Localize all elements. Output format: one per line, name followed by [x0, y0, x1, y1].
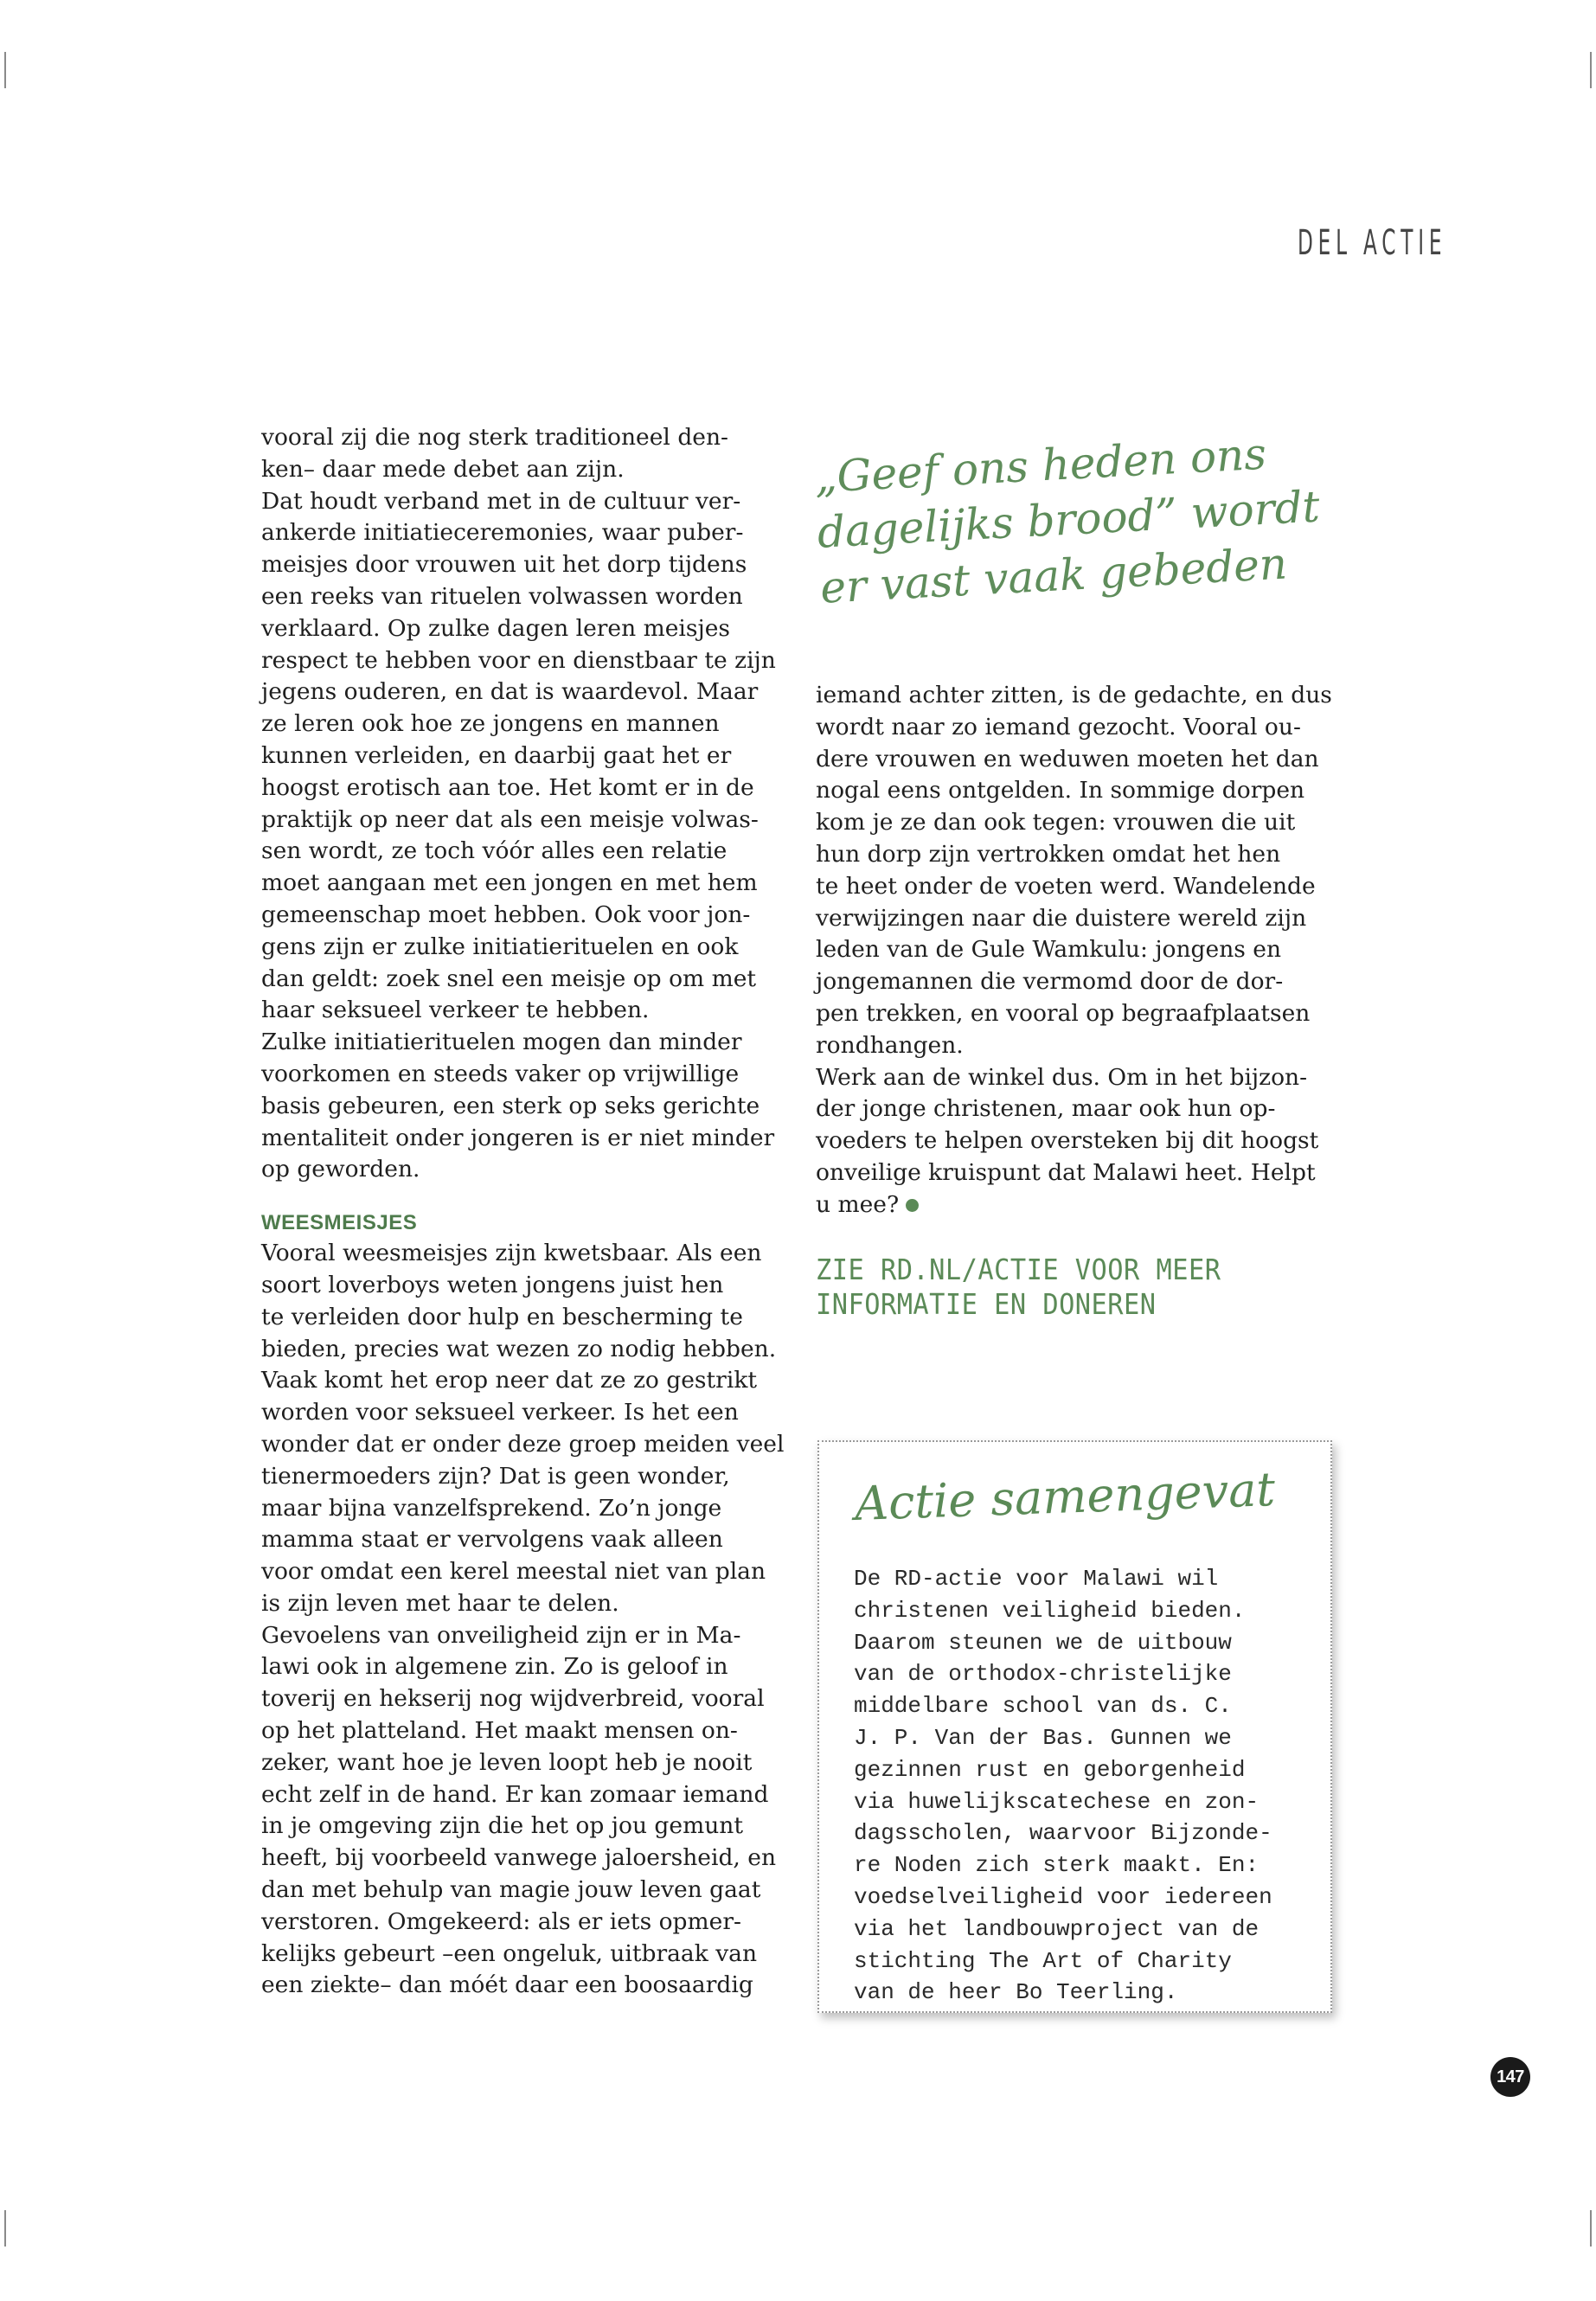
text-line: kelijks gebeurt –een ongeluk, uitbraak van: [261, 1939, 758, 1967]
text-line: J. P. Van der Bas. Gunnen we: [854, 1724, 1232, 1751]
text-line: gens zijn er zulke initiatierituelen en ook: [261, 933, 739, 960]
text-line: lawi ook in algemene zin. Zo is geloof in: [261, 1653, 728, 1681]
text-line: der jonge christenen, maar ook hun op-: [816, 1095, 1276, 1123]
text-line: dan met behulp van magie jouw leven gaat: [261, 1876, 761, 1904]
text-line: leden van de Gule Wamkulu: jongens en: [816, 936, 1282, 964]
text-line: sen wordt, ze toch vóór alles een relatie: [261, 837, 727, 865]
text-line: wordt naar zo iemand gezocht. Vooral ou-: [816, 713, 1301, 740]
text-line: van de orthodox-christelijke: [854, 1661, 1232, 1688]
subheading-weesmeisjes: WEESMEISJES: [261, 1211, 418, 1235]
text-line: voorkomen en steeds vaker op vrijwillige: [261, 1060, 740, 1087]
text-line: verstoren. Omgekeerd: als er iets opmer-: [261, 1907, 741, 1935]
text-line: ankerde initiatieceremonies, waar puber-: [261, 519, 744, 547]
text-line: respect te hebben voor en dienstbaar te zijn: [261, 646, 776, 674]
right-column: [816, 680, 1335, 1221]
text-line: Zulke initiatierituelen mogen dan minder: [261, 1029, 742, 1056]
text-line: verklaard. Op zulke dagen leren meisjes: [261, 614, 730, 642]
text-line: via huwelijkscatechese en zon-: [854, 1788, 1259, 1815]
article-end-dot-icon: [906, 1199, 919, 1212]
text-line: haar seksueel verkeer te hebben.: [261, 997, 650, 1024]
summary-box: [817, 1440, 1332, 2013]
text-line: onveilige kruispunt dat Malawi heet. Helpt: [816, 1158, 1316, 1186]
text-line: te heet onder de voeten werd. Wandelende: [816, 872, 1316, 900]
text-line: praktijk op neer dat als een meisje volwas-: [261, 805, 759, 833]
text-line: INFORMATIE EN DONEREN: [816, 1287, 1157, 1321]
left-column-paragraphs-top: [261, 422, 789, 1186]
text-line: verwijzingen naar die duistere wereld zijn: [816, 904, 1307, 932]
text-line: dere vrouwen en weduwen moeten het dan: [816, 745, 1319, 772]
text-line: dan geldt: zoek snel een meisje op om met: [261, 965, 757, 992]
right-column-last-line: [816, 1189, 1335, 1221]
text-line: mentaliteit onder jongeren is er niet minder: [261, 1124, 775, 1151]
text-line: hun dorp zijn vertrokken omdat het hen: [816, 840, 1281, 868]
text-line: ze leren ook hoe ze jongens en mannen: [261, 710, 720, 738]
text-line: een reeks van rituelen volwassen worden: [261, 582, 743, 610]
text-line: is zijn leven met haar te delen.: [261, 1589, 619, 1617]
text-line: Daarom steunen we de uitbouw: [854, 1629, 1232, 1656]
text-line: bieden, precies wat wezen zo nodig hebben.: [261, 1335, 777, 1362]
text-line: u mee?: [816, 1190, 900, 1218]
section-label: DEL ACTIE: [1298, 223, 1447, 263]
text-line: kom je ze dan ook tegen: vrouwen die uit: [816, 809, 1296, 836]
text-line: via het landbouwproject van de: [854, 1915, 1259, 1942]
text-line: vooral zij die nog sterk traditioneel den-: [261, 424, 728, 451]
text-line: De RD-actie voor Malawi wil: [854, 1566, 1219, 1592]
text-line: een ziekte– dan móét daar een boosaardig: [261, 1971, 753, 1999]
text-line: meisjes door vrouwen uit het dorp tijdens: [261, 551, 747, 579]
text-line: gemeenschap moet hebben. Ook voor jon-: [261, 901, 751, 928]
text-line: dagelijks brood” wordt: [816, 481, 1321, 558]
left-column-paragraphs-bottom: [261, 1238, 789, 2002]
crop-mark-top-left: [4, 52, 6, 88]
text-line: er vast vaak gebeden: [818, 538, 1289, 613]
text-line: mamma staat er vervolgens vaak alleen: [261, 1526, 723, 1554]
text-line: heeft, bij voorbeeld vanwege jaloersheid, en: [261, 1844, 777, 1872]
text-line: Vaak komt het erop neer dat ze zo gestrikt: [261, 1367, 758, 1394]
summary-text: [854, 1563, 1321, 2009]
right-column-paragraphs: [816, 680, 1335, 1189]
text-line: voor omdat een kerel meestal niet van plan: [261, 1558, 766, 1586]
text-line: nogal eens ontgelden. In sommige dorpen: [816, 777, 1305, 804]
text-line: stichting The Art of Charity: [854, 1947, 1232, 1974]
text-line: jongemannen die vermomd door de dor-: [816, 968, 1284, 996]
text-line: hoogst erotisch aan toe. Het komt er in de: [261, 773, 754, 801]
text-line: „Geef ons heden ons: [813, 428, 1268, 503]
text-line: te verleiden door hulp en bescherming te: [261, 1303, 743, 1330]
text-line: re Noden zich sterk maakt. En:: [854, 1852, 1259, 1879]
left-column: [261, 422, 789, 2002]
text-line: rondhangen.: [816, 1031, 964, 1059]
text-line: maar bijna vanzelfsprekend. Zo’n jonge: [261, 1494, 722, 1522]
text-line: dagsscholen, waarvoor Bijzonde-: [854, 1820, 1272, 1847]
text-line: echt zelf in de hand. Er kan zomaar iemand: [261, 1780, 769, 1808]
text-line: ZIE RD.NL/ACTIE VOOR MEER: [816, 1253, 1221, 1286]
text-line: gezinnen rust en geborgenheid: [854, 1756, 1246, 1783]
text-line: tienermoeders zijn? Dat is geen wonder,: [261, 1462, 730, 1490]
text-line: christenen veiligheid bieden.: [854, 1597, 1246, 1624]
text-line: pen trekken, en vooral op begraafplaatsen: [816, 999, 1311, 1027]
text-line: jegens ouderen, en dat is waardevol. Maar: [261, 678, 759, 706]
text-line: Werk aan de winkel dus. Om in het bijzon-: [816, 1063, 1308, 1091]
text-line: moet aangaan met een jongen en met hem: [261, 869, 758, 897]
text-line: toverij en hekserij nog wijdverbreid, vooral: [261, 1685, 765, 1713]
text-line: soort loverboys weten jongens juist hen: [261, 1271, 724, 1298]
text-line: iemand achter zitten, is de gedachte, en dus: [816, 682, 1332, 708]
summary-title: Actie samengevat: [854, 1462, 1277, 1531]
text-line: voeders te helpen oversteken bij dit hoogst: [816, 1127, 1319, 1155]
crop-mark-top-right: [1590, 52, 1592, 88]
text-line: worden voor seksueel verkeer. Is het een: [261, 1399, 739, 1426]
page-number-badge: 147: [1490, 2057, 1530, 2097]
crop-mark-bottom-left: [4, 2210, 6, 2247]
text-line: in je omgeving zijn die het op jou gemunt: [261, 1812, 743, 1840]
call-to-action: [816, 1253, 1309, 1322]
text-line: ken– daar mede debet aan zijn.: [261, 455, 625, 483]
crop-mark-bottom-right: [1590, 2210, 1592, 2247]
text-line: Vooral weesmeisjes zijn kwetsbaar. Als een: [261, 1240, 762, 1267]
text-line: Gevoelens van onveiligheid zijn er in Ma-: [261, 1621, 741, 1649]
text-line: kunnen verleiden, en daarbij gaat het er: [261, 741, 732, 769]
text-line: Dat houdt verband met in de cultuur ver-: [261, 487, 741, 515]
text-line: van de heer Bo Teerling.: [854, 1979, 1178, 2006]
text-line: basis gebeuren, een sterk op seks gerichte: [261, 1092, 760, 1119]
text-line: middelbare school van ds. C.: [854, 1693, 1232, 1720]
text-line: op het platteland. Het maakt mensen on-: [261, 1717, 738, 1745]
text-line: wonder dat er onder deze groep meiden veel: [261, 1430, 785, 1458]
text-line: zeker, want hoe je leven loopt heb je nooit: [261, 1748, 753, 1776]
text-line: voedselveiligheid voor iedereen: [854, 1883, 1272, 1910]
pull-quote: [813, 421, 1375, 616]
text-line: op geworden.: [261, 1156, 420, 1183]
